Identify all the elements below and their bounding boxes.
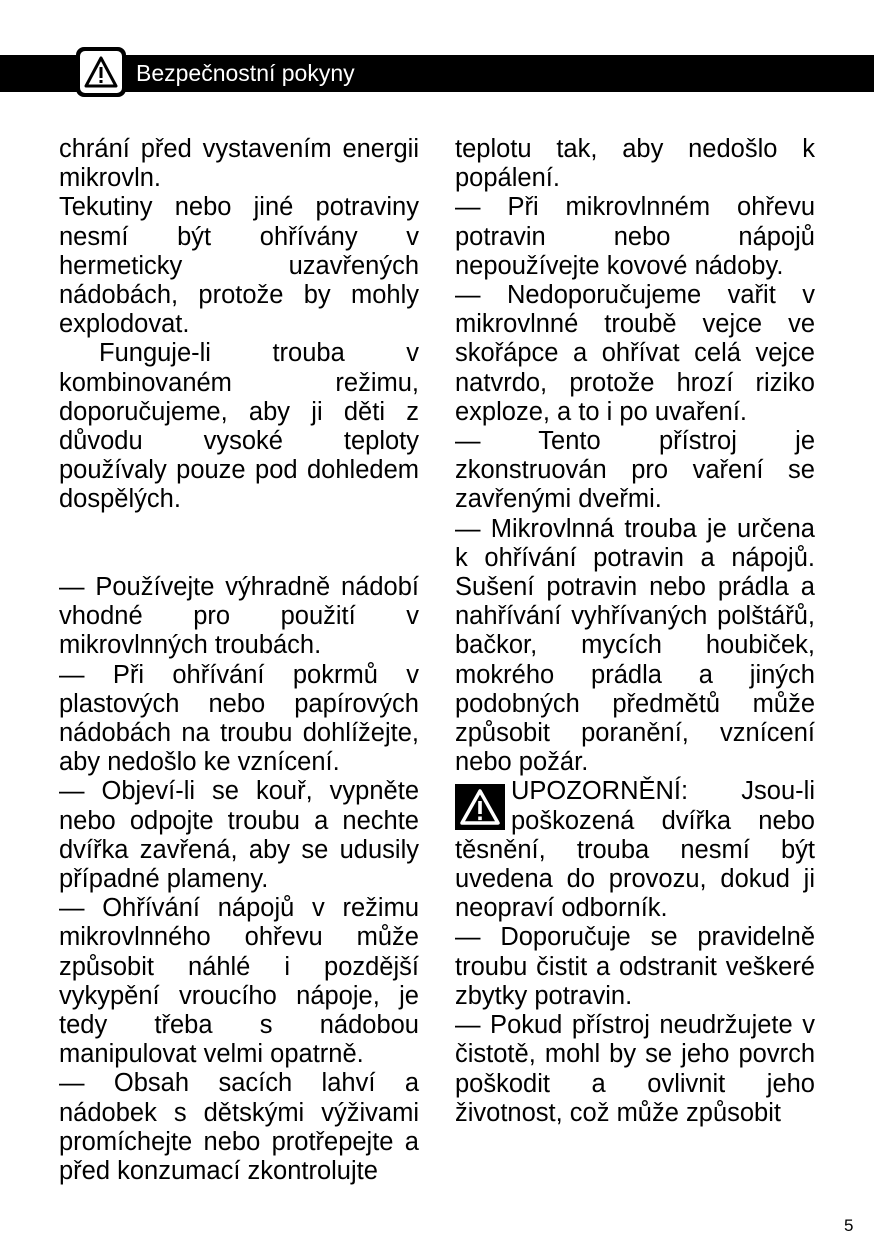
paragraph: — Mikrovlnná trouba je určena k ohřívání potravin a nápojů. Sušení potravin nebo prádla a nahřívání vyhřívaných polštářů, bačkor, mycích houbiček, mokrého prádla a jiných podobných předmětů může způsobit poranění, vznícení nebo požár. — [455, 514, 815, 777]
left-column — [59, 135, 419, 1186]
paragraph: — Tento přístroj je zkonstruován pro vaření se zavřenými dveřmi. — [455, 427, 815, 514]
warning-notice — [455, 777, 815, 923]
paragraph: — Doporučuje se pravidelně troubu čistit a odstranit veškeré zbytky potravin. — [455, 923, 815, 1010]
header-title: Bezpečnostní pokyny — [136, 60, 355, 86]
right-column — [455, 135, 815, 1128]
paragraph: — Pokud přístroj neudržujete v čistotě, mohl by se jeho povrch poškodit a ovlivnit jeho životnost, což může způsobit — [455, 1011, 815, 1127]
header-warning-badge — [76, 47, 126, 97]
paragraph: — Obsah sacích lahví a nádobek s dětskými výživami promíchejte nebo protřepejte a před konzumací zkontrolujte — [59, 1069, 419, 1186]
paragraph: chrání před vystavením energii mikrovln. — [59, 135, 419, 193]
paragraph: Funguje-li trouba v kombinovaném režimu, doporučujeme, aby ji děti z důvodu vysoké teploty používaly pouze pod dohledem dospělých. — [59, 339, 419, 514]
paragraph: teplotu tak, aby nedošlo k popálení. — [455, 135, 815, 193]
paragraph: — Používejte výhradně nádobí vhodné pro použití v mikrovlnných troubách. — [59, 573, 419, 660]
paragraph: — Objeví-li se kouř, vypněte nebo odpojte troubu a nechte dvířka zavřená, aby se udusily případné plameny. — [59, 777, 419, 894]
warning-notice-badge — [455, 784, 505, 830]
warning-notice-text: UPOZORNĚNÍ: Jsou-li poškozená dvířka nebo těsnění, trouba nesmí být uvedena do provozu, dokud ji neopraví odborník. — [455, 777, 815, 923]
page-number: 5 — [844, 1216, 854, 1235]
paragraph: — Při ohřívání pokrmů v plastových nebo papírových nádobách na troubu dohlížejte, aby nedošlo ke vznícení. — [59, 660, 419, 777]
paragraph: Tekutiny nebo jiné potraviny nesmí být ohřívány v hermeticky uzavřených nádobách, protože by mohly explodovat. — [59, 193, 419, 339]
warning-triangle-icon — [459, 788, 501, 826]
paragraph: — Nedoporučujeme vařit v mikrovlnné troubě vejce ve skořápce a ohřívat celá vejce natvrdo, protože hrozí riziko exploze, a to i po uvaření. — [455, 281, 815, 426]
paragraph: — Při mikrovlnném ohřevu potravin nebo nápojů nepoužívejte kovové nádoby. — [455, 193, 815, 280]
paragraph: — Ohřívání nápojů v režimu mikrovlnného ohřevu může způsobit náhlé i pozdější vykypění vroucího nápoje, je tedy třeba s nádobou manipulovat velmi opatrně. — [59, 894, 419, 1069]
warning-triangle-icon — [83, 55, 119, 89]
header-bar — [0, 55, 874, 92]
paragraph-spacer — [59, 515, 419, 573]
